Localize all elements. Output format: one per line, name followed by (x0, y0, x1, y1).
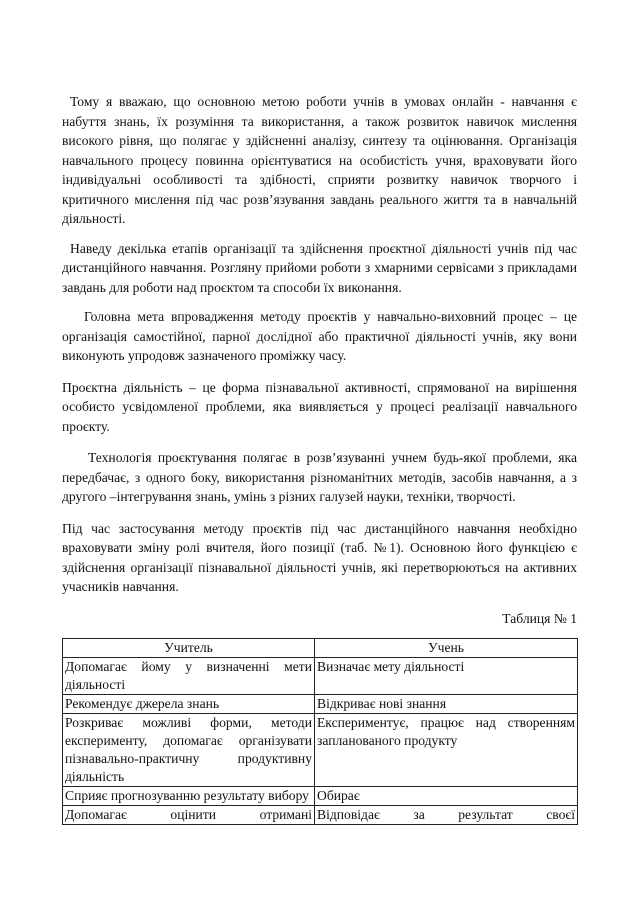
table-row (63, 787, 578, 806)
table-cell-student: Визначає мету діяльності (315, 658, 578, 695)
table-row (63, 714, 578, 787)
paragraph-1: Тому я вважаю, що основною метою роботи учнів в умовах онлайн - навчання є набуття знань, їх розуміння та використання, а також розвиток навичок мислення високого рівня, що полягає у здійсненні аналізу, синтезу та оцінювання. Організація навчального процесу повинна орієнтуватися на особистість учня, враховувати його індивідуальні особливості та здібності, сприяти розвитку навичок творчого і критичного мислення під час розв’язування завдань реального життя та в навчальній діяльності. (62, 94, 577, 226)
paragraph-6: Під час застосування методу проєктів під час дистанційного навчання необхідно враховувати зміну ролі вчителя, його позиції (таб. №1). Основною його функцією є здійснення організації пізнавальної діяльності учнів, які перетворюються на активних учасників навчання. (62, 520, 577, 594)
table-row (63, 695, 578, 714)
table-cell-teacher: Розкриває можливі форми, методи експерименту, допомагає організувати пізнавально-практичну продуктивну діяльність (63, 714, 315, 787)
table-cell-teacher: Допомагає оцінити отримані (63, 806, 315, 825)
table-cell-teacher: Рекомендує джерела знань (63, 695, 315, 714)
table-cell-teacher: Сприяє прогнозуванню результату вибору (63, 787, 315, 806)
header-teacher: Учитель (63, 639, 315, 658)
header-student: Учень (315, 639, 578, 658)
table-cell-student: Відповідає за результат своєї (315, 806, 578, 825)
table-row (63, 658, 578, 695)
table-cell-teacher: Допомагає йому у визначенні мети діяльності (63, 658, 315, 695)
paragraph-4: Проєктна діяльність – це форма пізнавальної активності, спрямованої на вирішення особисто усвідомленої проблеми, яка виявляється у процесі реалізації навчального проєкту. (62, 379, 577, 434)
table-cell-student: Обирає (315, 787, 578, 806)
teacher-student-table (62, 638, 578, 825)
table-cell-student: Відкриває нові знання (315, 695, 578, 714)
table-header-row (63, 639, 578, 658)
table-cell-student: Експериментує, працює над створенням запланованого продукту (315, 714, 578, 787)
paragraph-2: Наведу декілька етапів організації та здійснення проєктної діяльності учнів під час дистанційного навчання. Розгляну прийоми роботи з хмарними сервісами з прикладами завдань для роботи над проєктом та способи їх виконання. (62, 240, 577, 295)
table-row (63, 806, 578, 825)
document-page (62, 92, 577, 825)
paragraph-3: Головна мета впровадження методу проєктів у навчально-виховний процес – це організація самостійної, парної дослідної або практичної діяльності учнів, яку вони виконують упродовж зазначеного проміжку часу. (62, 309, 577, 363)
paragraph-5: Технологія проєктування полягає в розв’язуванні учнем будь-якої проблеми, яка передбачає, з одного боку, використання різноманітних методів, засобів навчання, а з другого –інтегрування знань, умінь з різних галузей науки, техніки, творчості. (62, 450, 577, 504)
table-caption: Таблиця № 1 (502, 610, 577, 626)
